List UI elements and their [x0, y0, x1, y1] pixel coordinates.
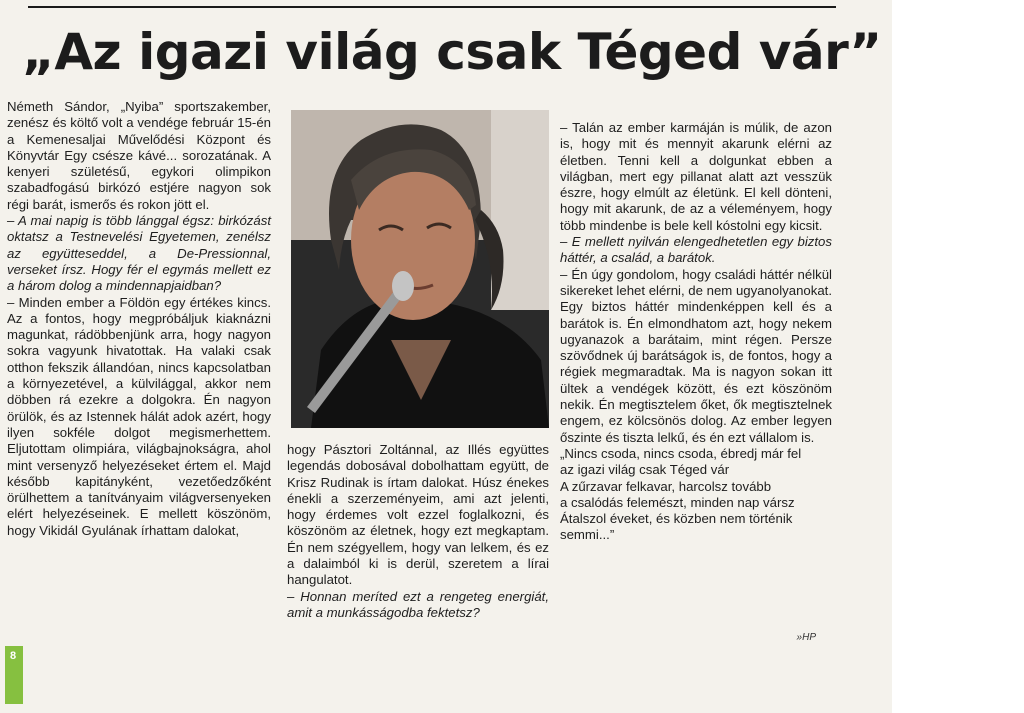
interview-answer-1: – Minden ember a Földön egy értékes kincs. Az a fontos, hogy megpróbáljuk kiaknázni magunkat, rádöbbenjünk arra, hogy nagyon sokra vagyunk hivatottak. Ha valaki csak otthon fekszik állandóan, nincs kapcsolatban a környezetével, a külvilággal, akkor nem döbben rá ezekre a dolgokra. Én nagyon örülök, és az Istennek hálát adok azért, hogy ilyen sokféle dolgot megismerhettem. Eljutottam olimpiára, világbajnokságra, ahol mint versenyző helyezéseket értem el. Majd később kapitányként, vezetőedzőként örülhettem a tanítványaim világversenyeken elért helyezéseinek. E mellett köszönöm, hogy Vikidál Gyulának írhattam dalokat, — [7, 294, 271, 538]
poem-line: Átalszol éveket, és közben nem történik — [560, 511, 793, 527]
article-column-3 — [560, 120, 832, 544]
interview-question-1: – A mai napig is több lánggal égsz: birkózást oktatsz a Testnevelési Egyetemen, zenélsz az együtteseddel, a De-Pressionnal, verseket írsz. Hogy fér el egymás mellett ez a három dolog a mindennapjaidban? — [7, 213, 271, 294]
top-rule — [28, 6, 836, 8]
poem-line: az igazi világ csak Téged vár — [560, 462, 730, 478]
article-column-1 — [7, 99, 271, 539]
interview-question-3: – E mellett nyilván elengedhetetlen egy biztos háttér, a család, a barátok. — [560, 234, 832, 266]
interview-answer-3: – Én úgy gondolom, hogy családi háttér nélkül sikereket lehet elérni, de nem ugyanolyanokat. Egy biztos háttér mindenképpen kell és a barátok is. Én elmondhatom azt, hogy nekem ugyanazok a barátaim, mint régen. Persze szövődnek új barátságok is, de fontos, hogy a régiek megmaradtak. Ma is nagyon sokan itt ültek a vendégek között, és ezt köszönöm nekik. Én megtisztelem őket, ők megtisztelnek engem, ez kölcsönös dolog. Az ember legyen őszinte és tiszta lelkű, és én ezt vállalom is. — [560, 266, 832, 445]
intro-paragraph: Németh Sándor, „Nyiba” sportszakember, zenész és költő volt a vendége február 15-én a Kemenesaljai Művelődési Központ és Könyvtár Egy csésze kávé... sorozatának. A kenyeri születésű, egykori olimpikon szabadfogású birkózó estjére nagyon sok régi barát, ismerős és rokon jött el. — [7, 99, 271, 212]
page-number-tab — [5, 646, 23, 704]
portrait-photo — [291, 110, 549, 428]
article-headline: „Az igazi világ csak Téged vár” — [22, 23, 882, 81]
poem-line: a csalódás felemészt, minden nap vársz — [560, 494, 795, 510]
poem-quote — [560, 446, 832, 544]
interview-answer-1-continued: hogy Pásztori Zoltánnal, az Illés együttes legendás dobosával dobolhattam együtt, de Krisz Rudinak is írtam dalokat. Húsz énekes énekli a szerzeményeim, ami azt jelenti, hogy érdemes volt ezzel foglalkozni, és köszönöm az életnek, hogy ezt megkaptam. Én nem szégyellem, hogy van lelkem, és ez a dalaimból ki is derül, szeretem a lírai hangulatot. — [287, 442, 549, 588]
poem-line: A zűrzavar felkavar, harcolsz tovább — [560, 478, 772, 494]
page-number: 8 — [10, 650, 17, 662]
article-column-2 — [287, 442, 549, 621]
interview-question-2: – Honnan meríted ezt a rengeteg energiát, amit a munkásságodba fektetsz? — [287, 588, 549, 620]
interview-answer-2: – Talán az ember karmáján is múlik, de azon is, hogy mit és mennyit akarunk elérni az életben. Tenni kell a dolgunkat ebben a világban, mert egy pillanat alatt azt vesszük észre, hogy elmúlt az életünk. El kell dönteni, hogy mit akarunk, de az a véleményem, hogy több mindenbe is bele kell kóstolni egy kicsit. — [560, 120, 832, 233]
author-signature: »HP — [796, 632, 816, 643]
poem-line: „Nincs csoda, nincs csoda, ébredj már fel — [560, 445, 802, 461]
poem-line: semmi...” — [560, 527, 615, 543]
